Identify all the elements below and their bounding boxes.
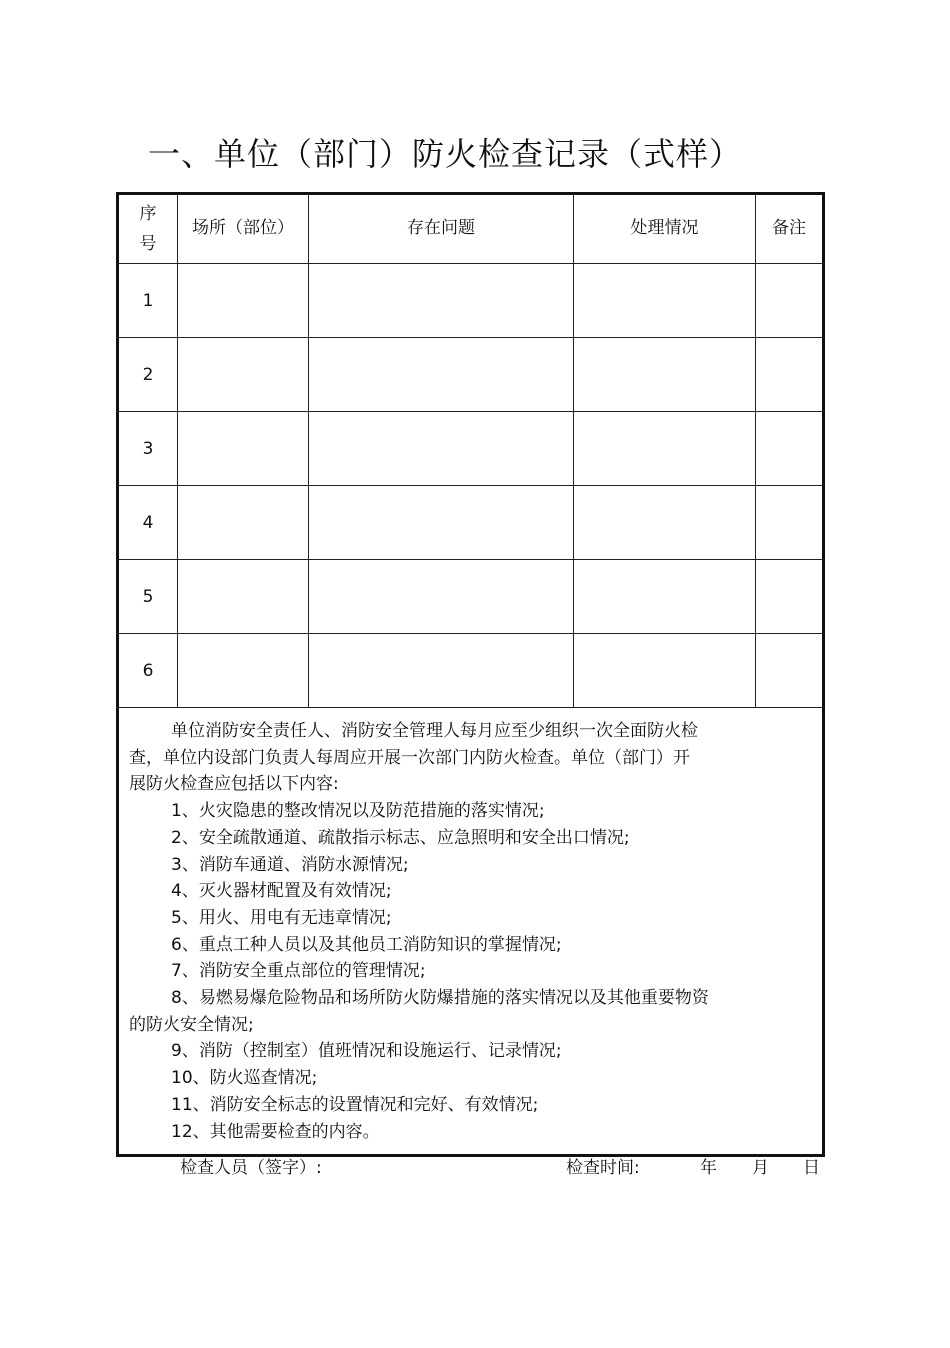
page-title: 一、单位（部门）防火检查记录（式样）: [148, 135, 743, 173]
note-line: 11、消防安全标志的设置情况和完好、有效情况;: [171, 1094, 539, 1115]
table-row: [118, 486, 824, 560]
row-number: 1: [118, 264, 178, 338]
header-remarks: 备注: [756, 194, 824, 264]
handling-cell[interactable]: [574, 486, 756, 560]
note-line: 查，单位内设部门负责人每周应开展一次部门内防火检查。单位（部门）开: [129, 747, 690, 768]
location-cell[interactable]: [178, 338, 309, 412]
table-header-row: [118, 194, 824, 264]
note-line: 6、重点工种人员以及其他员工消防知识的掌握情况;: [171, 934, 562, 955]
note-line: 单位消防安全责任人、消防安全管理人每月应至少组织一次全面防火检: [171, 721, 698, 741]
header-seq-line1: 序: [139, 204, 157, 224]
table-row: [118, 634, 824, 708]
note-line: 的防火安全情况;: [129, 1014, 254, 1035]
row-number: 2: [118, 338, 178, 412]
issues-cell[interactable]: [309, 634, 574, 708]
inspection-time-label: 检查时间:: [566, 1158, 640, 1178]
issues-cell[interactable]: [309, 486, 574, 560]
inspection-notes: [118, 708, 824, 1156]
row-number: 6: [118, 634, 178, 708]
note-line: 9、消防（控制室）值班情况和设施运行、记录情况;: [171, 1041, 562, 1062]
table-row: [118, 338, 824, 412]
table-row: [118, 560, 824, 634]
handling-cell[interactable]: [574, 412, 756, 486]
note-line: 12、其他需要检查的内容。: [171, 1121, 380, 1142]
location-cell[interactable]: [178, 634, 309, 708]
day-label: 日: [803, 1158, 820, 1178]
handling-cell[interactable]: [574, 560, 756, 634]
header-location: 场所（部位）: [178, 194, 309, 264]
table-row: [118, 412, 824, 486]
note-line: 7、消防安全重点部位的管理情况;: [171, 961, 426, 982]
row-number: 5: [118, 560, 178, 634]
issues-cell[interactable]: [309, 264, 574, 338]
location-cell[interactable]: [178, 560, 309, 634]
location-cell[interactable]: [178, 264, 309, 338]
issues-cell[interactable]: [309, 412, 574, 486]
year-label: 年: [700, 1158, 717, 1178]
handling-cell[interactable]: [574, 634, 756, 708]
note-line: 8、易燃易爆危险物品和场所防火防爆措施的落实情况以及其他重要物资: [171, 988, 709, 1009]
fire-inspection-table: [116, 192, 825, 1157]
header-handling: 处理情况: [574, 194, 756, 264]
note-line: 2、安全疏散通道、疏散指示标志、应急照明和安全出口情况;: [171, 827, 630, 848]
issues-cell[interactable]: [309, 560, 574, 634]
note-line: 1、火灾隐患的整改情况以及防范措施的落实情况;: [171, 801, 545, 822]
row-number: 4: [118, 486, 178, 560]
note-line: 5、用火、用电有无违章情况;: [171, 907, 392, 928]
remarks-cell[interactable]: [756, 486, 824, 560]
note-line: 4、灭火器材配置及有效情况;: [171, 881, 392, 902]
remarks-cell[interactable]: [756, 634, 824, 708]
handling-cell[interactable]: [574, 264, 756, 338]
note-line: 10、防火巡查情况;: [171, 1068, 318, 1089]
header-seq: [118, 194, 178, 264]
header-seq-line2: 号: [139, 234, 157, 254]
issues-cell[interactable]: [309, 338, 574, 412]
note-line: 展防火检查应包括以下内容:: [129, 774, 339, 795]
remarks-cell[interactable]: [756, 412, 824, 486]
signature-footer: [0, 1154, 950, 1182]
month-label: 月: [752, 1158, 769, 1178]
location-cell[interactable]: [178, 486, 309, 560]
handling-cell[interactable]: [574, 338, 756, 412]
remarks-cell[interactable]: [756, 338, 824, 412]
table-row: [118, 264, 824, 338]
note-line: 3、消防车通道、消防水源情况;: [171, 854, 409, 875]
notes-row: [118, 708, 824, 1156]
header-issues: 存在问题: [309, 194, 574, 264]
location-cell[interactable]: [178, 412, 309, 486]
remarks-cell[interactable]: [756, 264, 824, 338]
inspector-label: 检查人员（签字）:: [180, 1158, 322, 1178]
row-number: 3: [118, 412, 178, 486]
remarks-cell[interactable]: [756, 560, 824, 634]
